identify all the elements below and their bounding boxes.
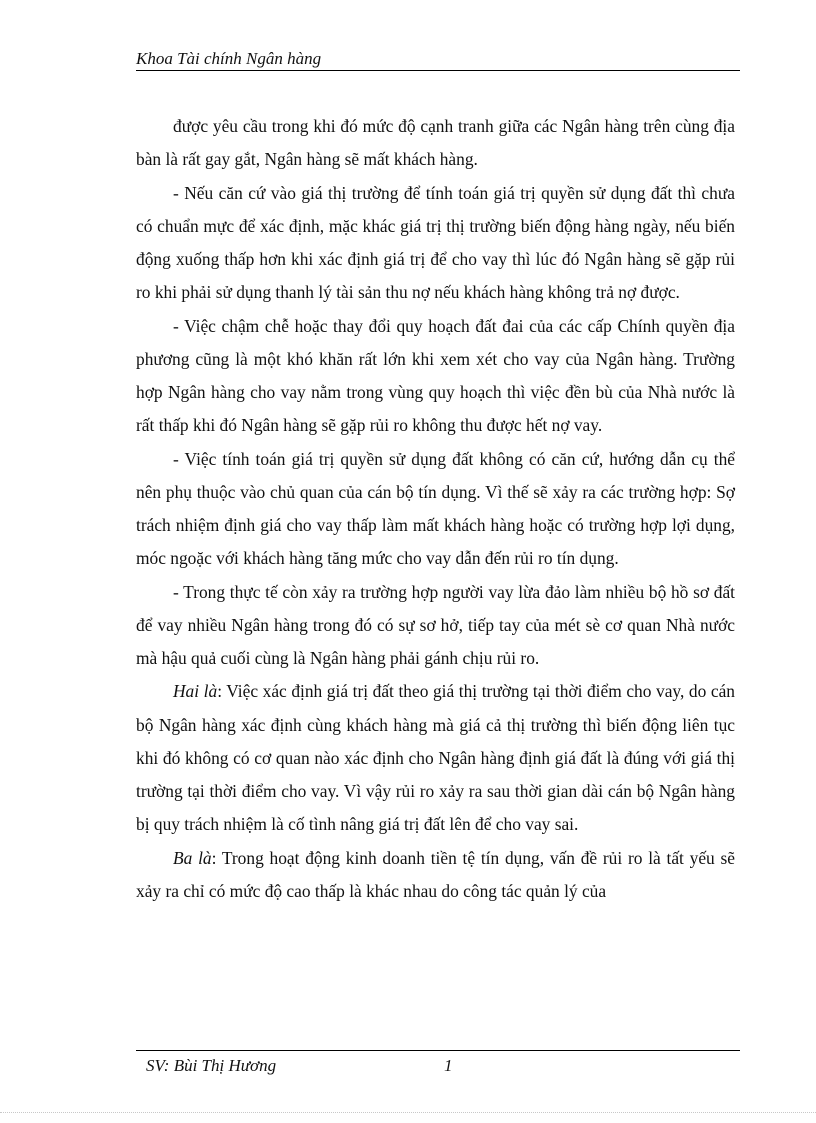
page-header [136, 48, 740, 71]
header-title: Khoa Tài chính Ngân hàng [136, 49, 322, 68]
page-number: 1 [444, 1056, 453, 1075]
body-text [136, 110, 735, 908]
paragraph-7-text: : Trong hoạt động kinh doanh tiền tệ tín dụng, vấn đề rủi ro là tất yếu sẽ xảy ra chỉ có mức độ cao thấp là khác nhau do công tác quản lý của [136, 847, 735, 901]
paragraph-6 [136, 675, 735, 841]
paragraph-7 [136, 842, 735, 909]
paragraph-4: - Việc tính toán giá trị quyền sử dụng đất không có căn cứ, hướng dẫn cụ thể nên phụ thuộc vào chủ quan của cán bộ tín dụng. Vì thế sẽ xảy ra các trường hợp: Sợ trách nhiệm định giá cho vay thấp làm mất khách hàng hoặc có trường hợp lợi dụng, móc ngoặc với khách hàng tăng mức cho vay dẫn đến rủi ro tín dụng. [136, 448, 735, 569]
paragraph-3: - Việc chậm chễ hoặc thay đổi quy hoạch đất đai của các cấp Chính quyền địa phương cũng là một khó khăn rất lớn khi xem xét cho vay của Ngân hàng. Trường hợp Ngân hàng cho vay nằm trong vùng quy hoạch thì việc đền bù của Nhà nước là rất thấp khi đó Ngân hàng sẽ gặp rủi ro không thu được hết nợ vay. [136, 315, 735, 436]
paragraph-2: - Nếu căn cứ vào giá thị trường để tính toán giá trị quyền sử dụng đất thì chưa có chuẩn mực để xác định, mặc khác giá trị thị trường biến động hàng ngày, nếu biến động xuống thấp hơn khi xác định giá trị để cho vay thì lúc đó Ngân hàng sẽ gặp rủi ro khi phải sử dụng thanh lý tài sản thu nợ nếu khách hàng không trả nợ được. [136, 182, 735, 303]
paragraph-6-text: : Việc xác định giá trị đất theo giá thị trường tại thời điểm cho vay, do cán bộ Ngân hàng xác định cùng khách hàng mà giá cả thị trường thì biến động liên tục khi đó không có cơ quan nào xác định cho Ngân hàng định giá đất là đúng với giá thị trường tại thời điểm cho vay. Vì vậy rủi ro xảy ra sau thời gian dài cán bộ Ngân hàng bị quy trách nhiệm là cố tình nâng giá trị đất lên để cho vay sai. [136, 681, 735, 835]
footer-author: SV: Bùi Thị Hương [146, 1056, 277, 1075]
paragraph-5: - Trong thực tế còn xảy ra trường hợp người vay lừa đảo làm nhiều bộ hồ sơ đất để vay nhiều Ngân hàng trong đó có sự sơ hở, tiếp tay của mét sè cơ quan Nhà nước mà hậu quả cuối cùng là Ngân hàng phải gánh chịu rủi ro. [136, 581, 735, 668]
paragraph-1: được yêu cầu trong khi đó mức độ cạnh tranh giữa các Ngân hàng trên cùng địa bàn là rất gay gắt, Ngân hàng sẽ mất khách hàng. [136, 116, 735, 170]
paragraph-6-lead: Hai là [173, 681, 218, 702]
page-footer [136, 1050, 740, 1077]
page-edge-divider [0, 1112, 816, 1113]
paragraph-7-lead: Ba là [173, 847, 212, 868]
